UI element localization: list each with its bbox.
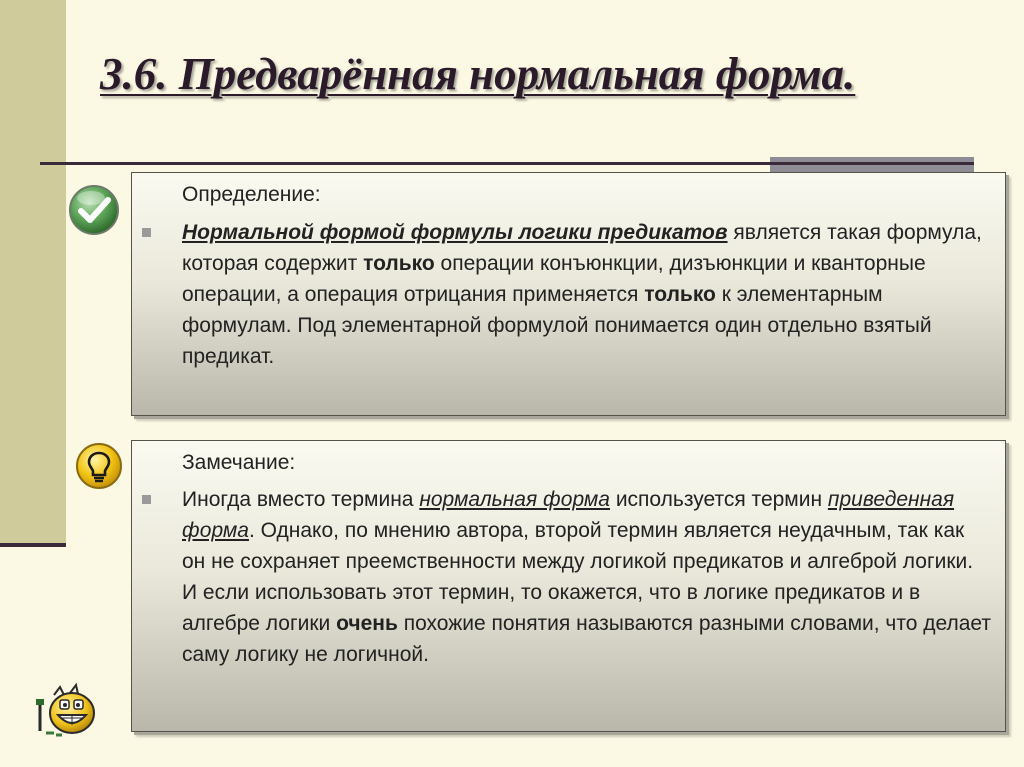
definition-text-part: операции конъюнкции, дизъюнкции и кванторные операции, а операция отрицания применяется	[182, 252, 926, 306]
remark-text	[182, 484, 992, 670]
slide-title: 3.6. Предварённая нормальная форма.	[100, 49, 856, 99]
definition-text-part: к элементарным формулам. Под элементарной формулой понимается один отдельно взятый предикат.	[182, 283, 932, 368]
remark-term-reduced-form: приведенная форма	[182, 488, 955, 542]
remark-text-part: используется термин	[609, 488, 828, 511]
remark-text-part: . Однако, по мнению автора, второй термин является неудачным, так как он не сохраняет преемственности между логикой предикатов и алгеброй логики. И если использовать этот термин, то окажется, что в логике предикатов и в алгебре логики	[182, 519, 974, 635]
definition-panel	[131, 172, 1006, 416]
definition-term: Нормальной формой формулы логики предикатов	[182, 221, 728, 244]
definition-text	[182, 217, 992, 372]
definition-label: Определение:	[182, 183, 321, 206]
checkmark-icon	[67, 183, 121, 237]
bullet-marker	[142, 228, 151, 237]
remark-text-part: похожие понятия называются разными словами, что делает саму логику не логичной.	[182, 612, 992, 666]
bullet-marker	[142, 495, 151, 504]
lightbulb-icon	[73, 441, 125, 491]
emphasis-only: только	[363, 252, 435, 275]
definition-text-part: является такая формула, которая содержит	[182, 221, 982, 275]
emphasis-very: очень	[336, 612, 398, 635]
emphasis-only: только	[644, 283, 716, 306]
remark-panel	[131, 440, 1006, 732]
remark-label: Замечание:	[182, 451, 296, 474]
remark-text-part: Иногда вместо термина	[182, 488, 420, 511]
left-accent-bar	[0, 0, 66, 547]
title-rule-accent	[770, 157, 974, 173]
smiley-icon	[32, 683, 104, 739]
left-bar-divider	[0, 543, 66, 547]
remark-term-normal-form: нормальная форма	[419, 488, 610, 511]
title-rule	[40, 162, 974, 165]
